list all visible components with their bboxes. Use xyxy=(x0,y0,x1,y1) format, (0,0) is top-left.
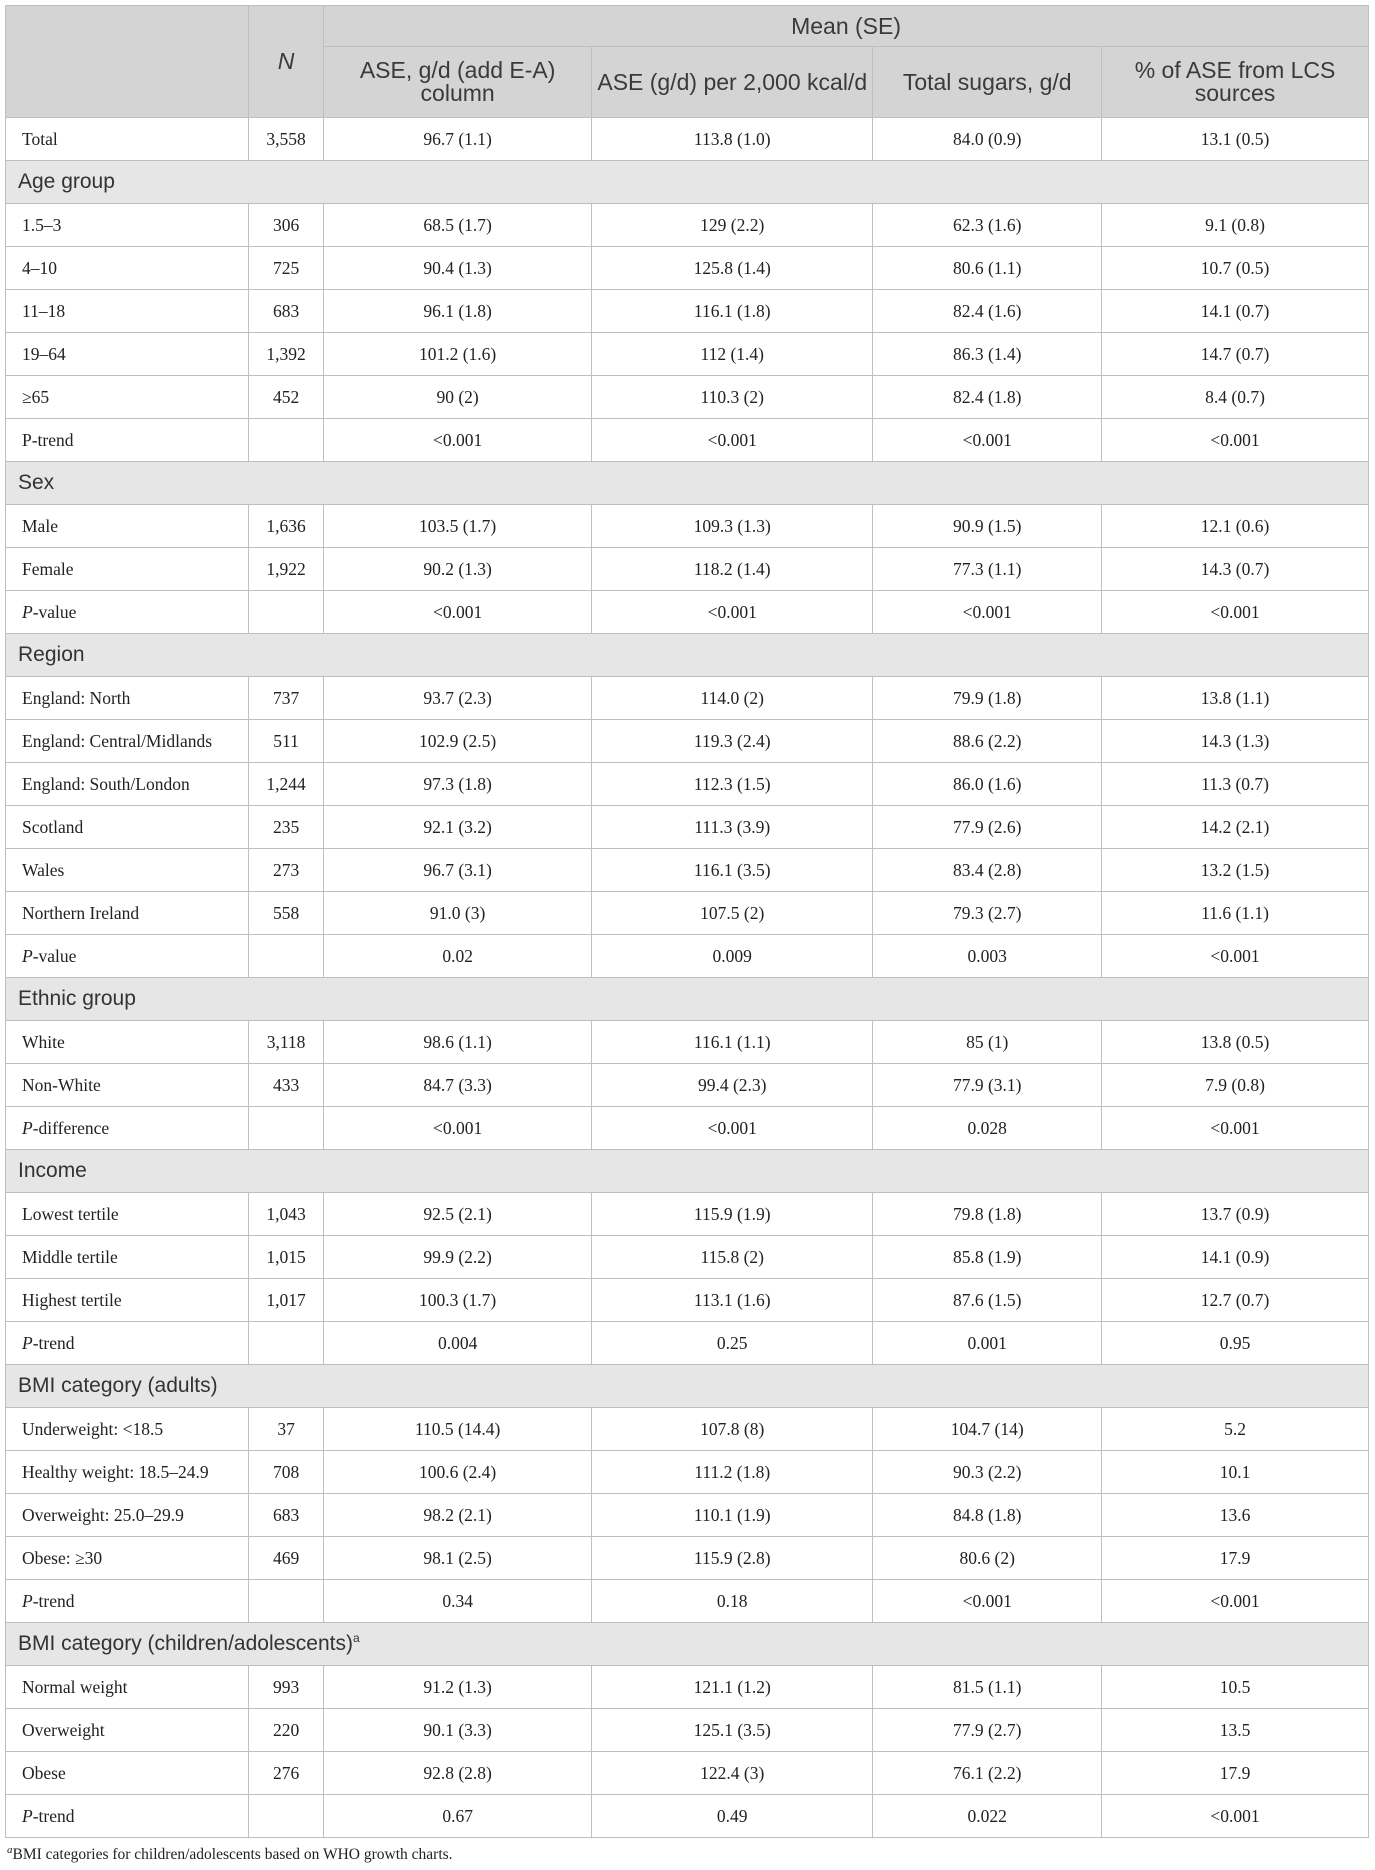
cell-n xyxy=(249,419,324,462)
table-row xyxy=(6,763,1369,806)
table-row xyxy=(6,806,1369,849)
cell-ase-per-2000kcal: 111.3 (3.9) xyxy=(592,806,873,849)
row-label-italic: P xyxy=(22,945,33,966)
table-row xyxy=(6,1580,1369,1623)
header-total-sugars: Total sugars, g/d xyxy=(873,47,1102,118)
cell-ase-gd: 0.34 xyxy=(324,1580,592,1623)
section-header xyxy=(6,1623,1369,1666)
cell-ase-per-2000kcal: 118.2 (1.4) xyxy=(592,548,873,591)
cell-ase-gd: 100.3 (1.7) xyxy=(324,1279,592,1322)
row-label-italic: P xyxy=(22,601,33,622)
cell-n: 37 xyxy=(249,1408,324,1451)
cell-ase-gd: 84.7 (3.3) xyxy=(324,1064,592,1107)
table-row xyxy=(6,290,1369,333)
cell-pct-ase-lcs: 0.95 xyxy=(1102,1322,1369,1365)
cell-pct-ase-lcs: <0.001 xyxy=(1102,1795,1369,1838)
table-row xyxy=(6,1236,1369,1279)
row-label: Northern Ireland xyxy=(6,892,249,935)
cell-n: 993 xyxy=(249,1666,324,1709)
cell-total-sugars: 104.7 (14) xyxy=(873,1408,1102,1451)
cell-pct-ase-lcs: 9.1 (0.8) xyxy=(1102,204,1369,247)
cell-ase-per-2000kcal: 99.4 (2.3) xyxy=(592,1064,873,1107)
section-header xyxy=(6,634,1369,677)
cell-n: 433 xyxy=(249,1064,324,1107)
cell-ase-gd: <0.001 xyxy=(324,591,592,634)
table-row xyxy=(6,1795,1369,1838)
cell-total-sugars: 86.3 (1.4) xyxy=(873,333,1102,376)
cell-n: 708 xyxy=(249,1451,324,1494)
table-row xyxy=(6,720,1369,763)
cell-pct-ase-lcs: 8.4 (0.7) xyxy=(1102,376,1369,419)
cell-n: 1,017 xyxy=(249,1279,324,1322)
cell-pct-ase-lcs: 14.2 (2.1) xyxy=(1102,806,1369,849)
cell-ase-gd: 96.1 (1.8) xyxy=(324,290,592,333)
cell-ase-per-2000kcal: 107.5 (2) xyxy=(592,892,873,935)
row-label: White xyxy=(6,1021,249,1064)
row-label xyxy=(6,1580,249,1623)
row-label: Healthy weight: 18.5–24.9 xyxy=(6,1451,249,1494)
cell-total-sugars: 0.001 xyxy=(873,1322,1102,1365)
row-label: Scotland xyxy=(6,806,249,849)
cell-n: 3,558 xyxy=(249,118,324,161)
section-header-row xyxy=(6,634,1369,677)
row-label: 19–64 xyxy=(6,333,249,376)
cell-ase-per-2000kcal: 116.1 (3.5) xyxy=(592,849,873,892)
cell-pct-ase-lcs: 13.7 (0.9) xyxy=(1102,1193,1369,1236)
cell-ase-gd: 99.9 (2.2) xyxy=(324,1236,592,1279)
cell-total-sugars: 79.3 (2.7) xyxy=(873,892,1102,935)
cell-n: 683 xyxy=(249,290,324,333)
cell-n: 1,015 xyxy=(249,1236,324,1279)
table-row xyxy=(6,677,1369,720)
header-ase-gd: ASE, g/d (add E-A) column xyxy=(324,47,592,118)
section-header-row xyxy=(6,1365,1369,1408)
cell-pct-ase-lcs: 13.6 xyxy=(1102,1494,1369,1537)
row-label: P-trend xyxy=(6,419,249,462)
cell-pct-ase-lcs: 10.5 xyxy=(1102,1666,1369,1709)
cell-ase-per-2000kcal: 116.1 (1.1) xyxy=(592,1021,873,1064)
cell-n: 1,392 xyxy=(249,333,324,376)
cell-ase-per-2000kcal: 113.8 (1.0) xyxy=(592,118,873,161)
row-label: England: South/London xyxy=(6,763,249,806)
row-label: Normal weight xyxy=(6,1666,249,1709)
table-row xyxy=(6,1666,1369,1709)
cell-ase-gd: 90 (2) xyxy=(324,376,592,419)
cell-total-sugars: 80.6 (2) xyxy=(873,1537,1102,1580)
cell-pct-ase-lcs: 14.1 (0.9) xyxy=(1102,1236,1369,1279)
cell-ase-per-2000kcal: <0.001 xyxy=(592,419,873,462)
cell-ase-gd: 102.9 (2.5) xyxy=(324,720,592,763)
cell-ase-gd: 101.2 (1.6) xyxy=(324,333,592,376)
section-label: BMI category (children/adolescents) xyxy=(18,1632,353,1655)
row-label-rest: -trend xyxy=(32,1590,75,1611)
footnote-text: BMI categories for children/adolescents based on WHO growth charts. xyxy=(12,1846,453,1863)
cell-ase-gd: 98.2 (2.1) xyxy=(324,1494,592,1537)
row-label: Obese: ≥30 xyxy=(6,1537,249,1580)
row-label xyxy=(6,1795,249,1838)
cell-pct-ase-lcs: 13.1 (0.5) xyxy=(1102,118,1369,161)
row-label: Overweight: 25.0–29.9 xyxy=(6,1494,249,1537)
cell-total-sugars: 0.028 xyxy=(873,1107,1102,1150)
cell-n: 1,636 xyxy=(249,505,324,548)
table-row xyxy=(6,1537,1369,1580)
row-label-italic: P xyxy=(22,1590,33,1611)
cell-n: 273 xyxy=(249,849,324,892)
cell-total-sugars: 84.0 (0.9) xyxy=(873,118,1102,161)
cell-ase-gd: 90.1 (3.3) xyxy=(324,1709,592,1752)
cell-ase-gd: 68.5 (1.7) xyxy=(324,204,592,247)
row-label: Female xyxy=(6,548,249,591)
cell-ase-gd: 98.1 (2.5) xyxy=(324,1537,592,1580)
table-row xyxy=(6,1279,1369,1322)
row-label xyxy=(6,591,249,634)
footnote xyxy=(7,1843,453,1864)
cell-ase-per-2000kcal: <0.001 xyxy=(592,1107,873,1150)
section-header-row xyxy=(6,1150,1369,1193)
section-label: Age group xyxy=(18,170,115,193)
section-header-row xyxy=(6,161,1369,204)
cell-pct-ase-lcs: 7.9 (0.8) xyxy=(1102,1064,1369,1107)
cell-n: 1,043 xyxy=(249,1193,324,1236)
cell-n xyxy=(249,935,324,978)
table-row xyxy=(6,376,1369,419)
row-label: Wales xyxy=(6,849,249,892)
row-label: Male xyxy=(6,505,249,548)
row-label: England: North xyxy=(6,677,249,720)
cell-ase-per-2000kcal: 122.4 (3) xyxy=(592,1752,873,1795)
cell-ase-per-2000kcal: 0.009 xyxy=(592,935,873,978)
section-header-row xyxy=(6,1623,1369,1666)
cell-ase-gd: 90.2 (1.3) xyxy=(324,548,592,591)
table-row xyxy=(6,548,1369,591)
table-row xyxy=(6,1193,1369,1236)
cell-ase-gd: 103.5 (1.7) xyxy=(324,505,592,548)
row-label-italic: P xyxy=(22,1805,33,1826)
table-row xyxy=(6,1709,1369,1752)
row-label: Underweight: <18.5 xyxy=(6,1408,249,1451)
row-label xyxy=(6,1322,249,1365)
cell-ase-gd: 97.3 (1.8) xyxy=(324,763,592,806)
cell-total-sugars: 85 (1) xyxy=(873,1021,1102,1064)
cell-pct-ase-lcs: 14.7 (0.7) xyxy=(1102,333,1369,376)
section-header xyxy=(6,1365,1369,1408)
cell-total-sugars: 0.022 xyxy=(873,1795,1102,1838)
cell-total-sugars: 90.3 (2.2) xyxy=(873,1451,1102,1494)
row-label: Middle tertile xyxy=(6,1236,249,1279)
cell-total-sugars: 62.3 (1.6) xyxy=(873,204,1102,247)
table-row xyxy=(6,591,1369,634)
cell-ase-per-2000kcal: 112.3 (1.5) xyxy=(592,763,873,806)
table-row xyxy=(6,1322,1369,1365)
cell-ase-gd: 100.6 (2.4) xyxy=(324,1451,592,1494)
cell-n: 558 xyxy=(249,892,324,935)
cell-ase-gd: 92.5 (2.1) xyxy=(324,1193,592,1236)
cell-ase-gd: 0.02 xyxy=(324,935,592,978)
cell-ase-per-2000kcal: 129 (2.2) xyxy=(592,204,873,247)
cell-ase-gd: 0.67 xyxy=(324,1795,592,1838)
section-label: Ethnic group xyxy=(18,987,136,1010)
cell-total-sugars: 79.9 (1.8) xyxy=(873,677,1102,720)
section-label: Sex xyxy=(18,471,55,494)
cell-n: 725 xyxy=(249,247,324,290)
section-header-row xyxy=(6,462,1369,505)
cell-n: 1,922 xyxy=(249,548,324,591)
table-row xyxy=(6,1107,1369,1150)
cell-ase-gd: <0.001 xyxy=(324,419,592,462)
cell-pct-ase-lcs: <0.001 xyxy=(1102,1580,1369,1623)
cell-pct-ase-lcs: 12.7 (0.7) xyxy=(1102,1279,1369,1322)
cell-ase-per-2000kcal: 109.3 (1.3) xyxy=(592,505,873,548)
row-label: Non-White xyxy=(6,1064,249,1107)
cell-ase-gd: 93.7 (2.3) xyxy=(324,677,592,720)
cell-ase-per-2000kcal: 0.49 xyxy=(592,1795,873,1838)
row-label: ≥65 xyxy=(6,376,249,419)
header-empty-cell xyxy=(6,6,249,118)
cell-total-sugars: 88.6 (2.2) xyxy=(873,720,1102,763)
cell-n xyxy=(249,591,324,634)
row-label: 11–18 xyxy=(6,290,249,333)
cell-ase-per-2000kcal: 125.8 (1.4) xyxy=(592,247,873,290)
header-pct-ase-lcs: % of ASE from LCS sources xyxy=(1102,47,1369,118)
cell-n: 220 xyxy=(249,1709,324,1752)
row-label: Overweight xyxy=(6,1709,249,1752)
row-label: Highest tertile xyxy=(6,1279,249,1322)
cell-total-sugars: 83.4 (2.8) xyxy=(873,849,1102,892)
cell-ase-per-2000kcal: 115.8 (2) xyxy=(592,1236,873,1279)
cell-n: 306 xyxy=(249,204,324,247)
cell-ase-gd: 98.6 (1.1) xyxy=(324,1021,592,1064)
row-label-rest: -difference xyxy=(32,1117,110,1138)
row-label-italic: P xyxy=(22,1117,33,1138)
cell-total-sugars: 77.9 (2.7) xyxy=(873,1709,1102,1752)
footnote-marker: a xyxy=(7,1843,13,1856)
row-label: 1.5–3 xyxy=(6,204,249,247)
row-label: 4–10 xyxy=(6,247,249,290)
row-label-rest: -trend xyxy=(32,1805,75,1826)
cell-total-sugars: 86.0 (1.6) xyxy=(873,763,1102,806)
cell-ase-gd: 92.8 (2.8) xyxy=(324,1752,592,1795)
cell-total-sugars: <0.001 xyxy=(873,591,1102,634)
row-label: Total xyxy=(6,118,249,161)
cell-ase-per-2000kcal: 111.2 (1.8) xyxy=(592,1451,873,1494)
table-header xyxy=(6,6,1369,118)
cell-total-sugars: 77.9 (3.1) xyxy=(873,1064,1102,1107)
cell-n: 1,244 xyxy=(249,763,324,806)
cell-total-sugars: 77.3 (1.1) xyxy=(873,548,1102,591)
cell-ase-per-2000kcal: 121.1 (1.2) xyxy=(592,1666,873,1709)
cell-ase-gd: <0.001 xyxy=(324,1107,592,1150)
cell-pct-ase-lcs: <0.001 xyxy=(1102,591,1369,634)
row-label xyxy=(6,1107,249,1150)
cell-pct-ase-lcs: 13.8 (1.1) xyxy=(1102,677,1369,720)
row-label: England: Central/Midlands xyxy=(6,720,249,763)
cell-n: 469 xyxy=(249,1537,324,1580)
cell-total-sugars: <0.001 xyxy=(873,419,1102,462)
cell-ase-gd: 0.004 xyxy=(324,1322,592,1365)
cell-pct-ase-lcs: 12.1 (0.6) xyxy=(1102,505,1369,548)
results-table xyxy=(5,5,1369,1838)
cell-pct-ase-lcs: 11.6 (1.1) xyxy=(1102,892,1369,935)
cell-pct-ase-lcs: <0.001 xyxy=(1102,1107,1369,1150)
section-header xyxy=(6,978,1369,1021)
table-row xyxy=(6,935,1369,978)
cell-n xyxy=(249,1795,324,1838)
cell-ase-per-2000kcal: 114.0 (2) xyxy=(592,677,873,720)
cell-pct-ase-lcs: 5.2 xyxy=(1102,1408,1369,1451)
row-label-rest: -value xyxy=(32,945,77,966)
section-header xyxy=(6,161,1369,204)
cell-total-sugars: 84.8 (1.8) xyxy=(873,1494,1102,1537)
cell-ase-per-2000kcal: 110.3 (2) xyxy=(592,376,873,419)
cell-pct-ase-lcs: 14.3 (0.7) xyxy=(1102,548,1369,591)
cell-ase-per-2000kcal: 115.9 (2.8) xyxy=(592,1537,873,1580)
cell-ase-gd: 91.0 (3) xyxy=(324,892,592,935)
cell-pct-ase-lcs: 13.2 (1.5) xyxy=(1102,849,1369,892)
table-row xyxy=(6,505,1369,548)
table-row xyxy=(6,247,1369,290)
cell-total-sugars: <0.001 xyxy=(873,1580,1102,1623)
cell-ase-per-2000kcal: 113.1 (1.6) xyxy=(592,1279,873,1322)
table-body xyxy=(6,118,1369,1838)
cell-pct-ase-lcs: 17.9 xyxy=(1102,1537,1369,1580)
cell-ase-per-2000kcal: 116.1 (1.8) xyxy=(592,290,873,333)
cell-pct-ase-lcs: 14.3 (1.3) xyxy=(1102,720,1369,763)
cell-total-sugars: 90.9 (1.5) xyxy=(873,505,1102,548)
row-label-rest: -value xyxy=(32,601,77,622)
table-row xyxy=(6,1408,1369,1451)
cell-n: 3,118 xyxy=(249,1021,324,1064)
cell-pct-ase-lcs: 10.7 (0.5) xyxy=(1102,247,1369,290)
section-header xyxy=(6,462,1369,505)
cell-total-sugars: 80.6 (1.1) xyxy=(873,247,1102,290)
row-label: Obese xyxy=(6,1752,249,1795)
cell-pct-ase-lcs: 17.9 xyxy=(1102,1752,1369,1795)
cell-n xyxy=(249,1580,324,1623)
header-mean-se: Mean (SE) xyxy=(324,6,1369,47)
cell-ase-gd: 110.5 (14.4) xyxy=(324,1408,592,1451)
cell-total-sugars: 87.6 (1.5) xyxy=(873,1279,1102,1322)
cell-ase-per-2000kcal: 0.18 xyxy=(592,1580,873,1623)
cell-ase-per-2000kcal: 115.9 (1.9) xyxy=(592,1193,873,1236)
cell-pct-ase-lcs: 10.1 xyxy=(1102,1451,1369,1494)
cell-n: 683 xyxy=(249,1494,324,1537)
header-ase-per-2000kcal: ASE (g/d) per 2,000 kcal/d xyxy=(592,47,873,118)
cell-ase-per-2000kcal: 119.3 (2.4) xyxy=(592,720,873,763)
header-n: N xyxy=(249,6,324,118)
table-row xyxy=(6,1064,1369,1107)
cell-ase-gd: 90.4 (1.3) xyxy=(324,247,592,290)
cell-pct-ase-lcs: 13.8 (0.5) xyxy=(1102,1021,1369,1064)
cell-pct-ase-lcs: 13.5 xyxy=(1102,1709,1369,1752)
cell-total-sugars: 77.9 (2.6) xyxy=(873,806,1102,849)
cell-pct-ase-lcs: <0.001 xyxy=(1102,935,1369,978)
table-row xyxy=(6,1752,1369,1795)
cell-ase-gd: 96.7 (1.1) xyxy=(324,118,592,161)
table-row xyxy=(6,1451,1369,1494)
table-row xyxy=(6,892,1369,935)
row-label-italic: P xyxy=(22,1332,33,1353)
section-label: Region xyxy=(18,643,85,666)
row-label: Lowest tertile xyxy=(6,1193,249,1236)
cell-pct-ase-lcs: 14.1 (0.7) xyxy=(1102,290,1369,333)
cell-n xyxy=(249,1107,324,1150)
cell-ase-gd: 92.1 (3.2) xyxy=(324,806,592,849)
cell-n: 276 xyxy=(249,1752,324,1795)
cell-n xyxy=(249,1322,324,1365)
cell-ase-per-2000kcal: 0.25 xyxy=(592,1322,873,1365)
section-header-row xyxy=(6,978,1369,1021)
cell-n: 235 xyxy=(249,806,324,849)
row-label xyxy=(6,935,249,978)
table-row xyxy=(6,333,1369,376)
cell-total-sugars: 0.003 xyxy=(873,935,1102,978)
table-row xyxy=(6,849,1369,892)
cell-total-sugars: 82.4 (1.8) xyxy=(873,376,1102,419)
cell-total-sugars: 79.8 (1.8) xyxy=(873,1193,1102,1236)
footnote-marker: a xyxy=(353,1631,360,1645)
table-row xyxy=(6,1494,1369,1537)
table-row xyxy=(6,118,1369,161)
cell-n: 511 xyxy=(249,720,324,763)
cell-total-sugars: 85.8 (1.9) xyxy=(873,1236,1102,1279)
cell-n: 737 xyxy=(249,677,324,720)
section-header xyxy=(6,1150,1369,1193)
table-row xyxy=(6,419,1369,462)
cell-n: 452 xyxy=(249,376,324,419)
cell-total-sugars: 82.4 (1.6) xyxy=(873,290,1102,333)
cell-ase-gd: 91.2 (1.3) xyxy=(324,1666,592,1709)
table-row xyxy=(6,1021,1369,1064)
cell-total-sugars: 76.1 (2.2) xyxy=(873,1752,1102,1795)
cell-ase-per-2000kcal: <0.001 xyxy=(592,591,873,634)
section-label: BMI category (adults) xyxy=(18,1374,218,1397)
cell-ase-per-2000kcal: 125.1 (3.5) xyxy=(592,1709,873,1752)
section-label: Income xyxy=(18,1159,87,1182)
cell-ase-per-2000kcal: 110.1 (1.9) xyxy=(592,1494,873,1537)
cell-pct-ase-lcs: 11.3 (0.7) xyxy=(1102,763,1369,806)
cell-ase-gd: 96.7 (3.1) xyxy=(324,849,592,892)
cell-ase-per-2000kcal: 107.8 (8) xyxy=(592,1408,873,1451)
table-row xyxy=(6,204,1369,247)
cell-pct-ase-lcs: <0.001 xyxy=(1102,419,1369,462)
cell-ase-per-2000kcal: 112 (1.4) xyxy=(592,333,873,376)
cell-total-sugars: 81.5 (1.1) xyxy=(873,1666,1102,1709)
row-label-rest: -trend xyxy=(32,1332,75,1353)
